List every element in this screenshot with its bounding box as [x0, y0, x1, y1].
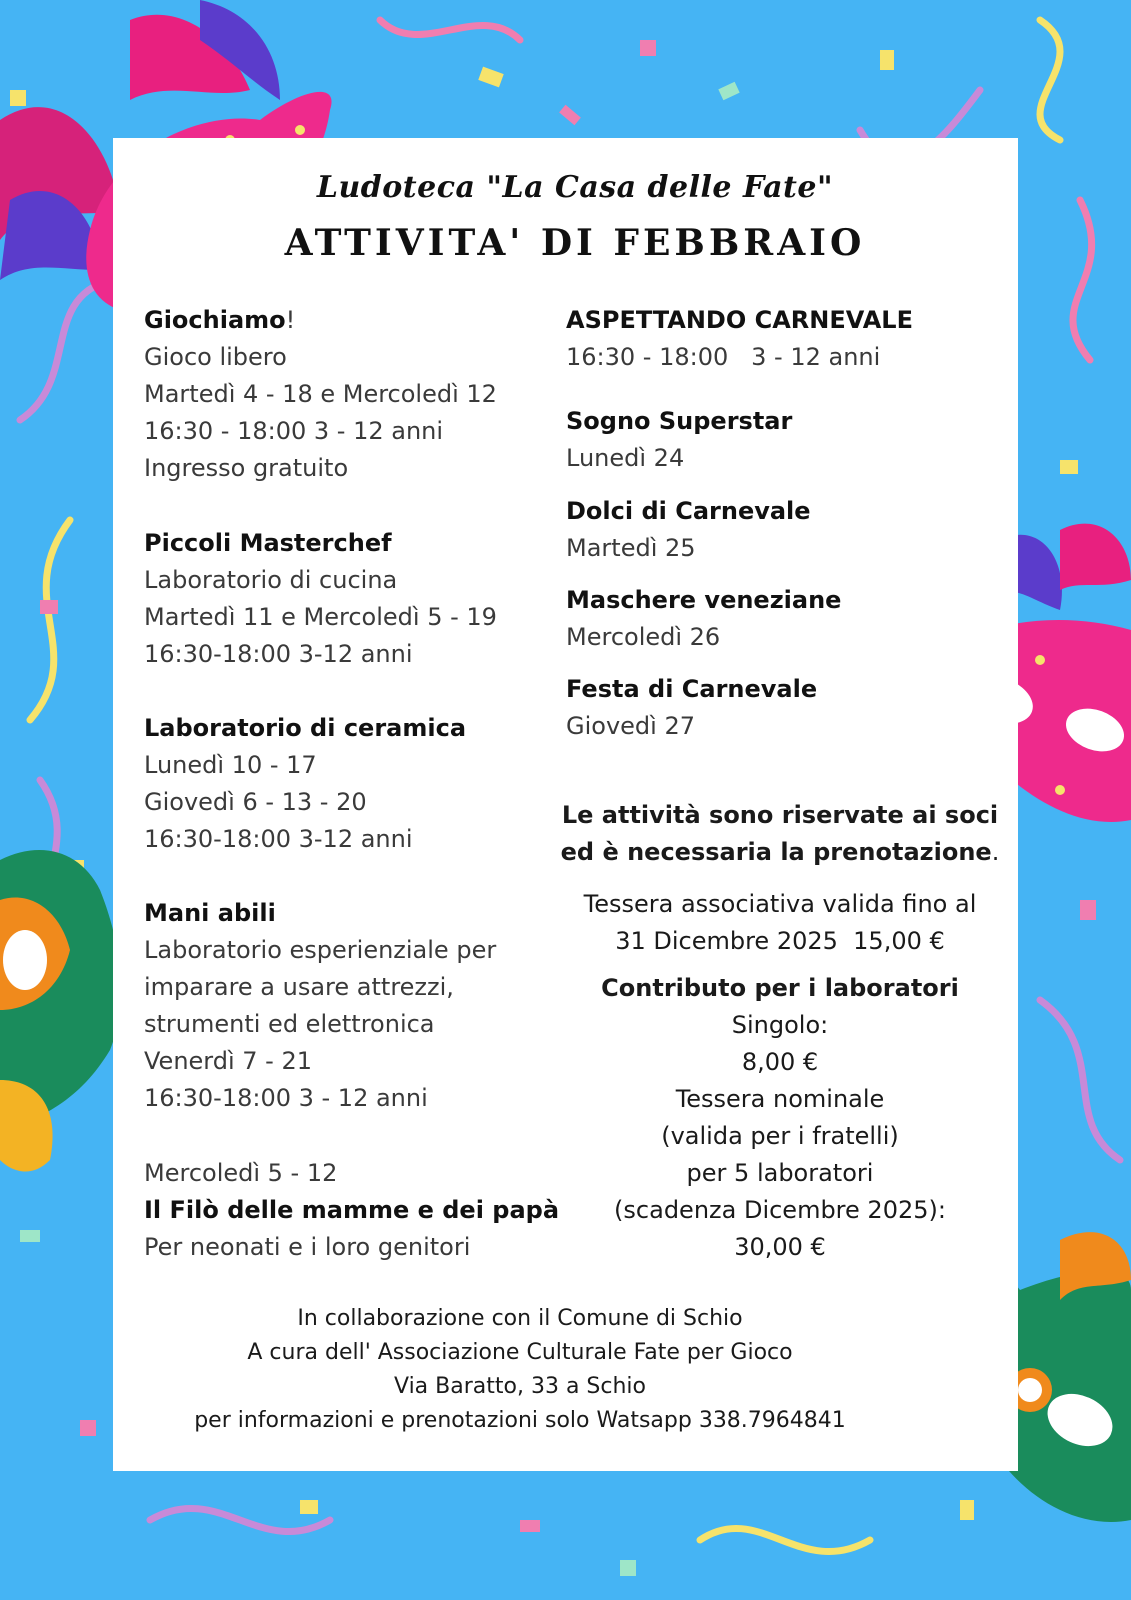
event-date: Giovedì 27: [566, 712, 695, 740]
giochiamo-line: Martedì 4 - 18 e Mercoledì 12: [144, 380, 497, 408]
masterchef-line: Martedì 11 e Mercoledì 5 - 19: [144, 603, 497, 631]
mani-abili-title: Mani abili: [144, 899, 276, 927]
contributo-line: Tessera nominale: [675, 1085, 885, 1113]
footer-line: Via Baratto, 33 a Schio: [394, 1374, 646, 1399]
contributo-line: 8,00 €: [741, 1048, 819, 1076]
masterchef-title: Piccoli Masterchef: [144, 529, 392, 557]
contributo-section: [560, 970, 1000, 1266]
giochiamo-line: 16:30 - 18:00 3 - 12 anni: [144, 417, 444, 445]
aspettando-section: [566, 302, 1006, 376]
event-item: [566, 403, 1006, 477]
event-title: Festa di Carnevale: [566, 675, 818, 703]
notice-suffix: .: [991, 838, 1000, 866]
footer-line: per informazioni e prenotazioni solo Watsapp 338.7964841: [194, 1408, 846, 1433]
contributo-line: Singolo:: [731, 1011, 829, 1039]
page-title: ATTIVITA' DI FEBBRAIO: [284, 222, 866, 264]
contributo-title: Contributo per i laboratori: [601, 974, 959, 1002]
ceramica-line: 16:30-18:00 3-12 anni: [144, 825, 413, 853]
green-mask-left: [0, 850, 121, 1172]
mani-abili-line: imparare a usare attrezzi,: [144, 973, 454, 1001]
membership-notice: [560, 797, 1000, 871]
notice-line: Le attività sono riservate ai soci: [561, 801, 999, 829]
giochiamo-title-suffix: !: [285, 306, 296, 334]
mani-abili-line: Laboratorio esperienziale per: [144, 936, 497, 964]
event-item: [566, 493, 1006, 567]
masterchef-line: Laboratorio di cucina: [144, 566, 398, 594]
mani-abili-section: [144, 895, 564, 1117]
mani-abili-line: 16:30-18:00 3 - 12 anni: [144, 1084, 428, 1112]
giochiamo-section: [144, 302, 564, 487]
ludoteca-subtitle: Ludoteca "La Casa delle Fate": [316, 170, 834, 205]
event-title: Maschere veneziane: [566, 586, 842, 614]
contributo-line: per 5 laboratori: [686, 1159, 874, 1187]
masterchef-line: 16:30-18:00 3-12 anni: [144, 640, 413, 668]
filo-date: Mercoledì 5 - 12: [144, 1159, 338, 1187]
event-date: Martedì 25: [566, 534, 696, 562]
contributo-line: (valida per i fratelli): [661, 1122, 899, 1150]
notice-line: ed è necessaria la prenotazione: [560, 838, 992, 866]
ceramica-section: [144, 710, 564, 858]
filo-title: Il Filò delle mamme e dei papà: [144, 1196, 560, 1224]
aspettando-line: 16:30 - 18:00 3 - 12 anni: [566, 343, 881, 371]
event-date: Lunedì 24: [566, 444, 685, 472]
tessera-info: [560, 886, 1000, 960]
event-title: Sogno Superstar: [566, 407, 793, 435]
footer: [130, 1302, 910, 1438]
event-item: [566, 582, 1006, 656]
contributo-line: (scadenza Dicembre 2025):: [614, 1196, 946, 1224]
event-title: Dolci di Carnevale: [566, 497, 811, 525]
footer-line: In collaborazione con il Comune di Schio: [297, 1306, 743, 1331]
mani-abili-line: Venerdì 7 - 21: [144, 1047, 312, 1075]
masterchef-section: [144, 525, 564, 673]
tessera-line: 31 Dicembre 2025 15,00 €: [615, 927, 945, 955]
filo-section: [144, 1155, 574, 1266]
mani-abili-line: strumenti ed elettronica: [144, 1010, 435, 1038]
event-date: Mercoledì 26: [566, 623, 721, 651]
filo-line: Per neonati e i loro genitori: [144, 1233, 471, 1261]
giochiamo-line: Ingresso gratuito: [144, 454, 349, 482]
event-item: [566, 671, 1006, 745]
giochiamo-title: Giochiamo: [144, 306, 286, 334]
ceramica-line: Giovedì 6 - 13 - 20: [144, 788, 367, 816]
aspettando-title: ASPETTANDO CARNEVALE: [566, 306, 913, 334]
giochiamo-line: Gioco libero: [144, 343, 287, 371]
tessera-line: Tessera associativa valida fino al: [583, 890, 977, 918]
contributo-line: 30,00 €: [734, 1233, 826, 1261]
ceramica-title: Laboratorio di ceramica: [144, 714, 467, 742]
ceramica-line: Lunedì 10 - 17: [144, 751, 317, 779]
footer-line: A cura dell' Associazione Culturale Fate per Gioco: [247, 1340, 793, 1365]
